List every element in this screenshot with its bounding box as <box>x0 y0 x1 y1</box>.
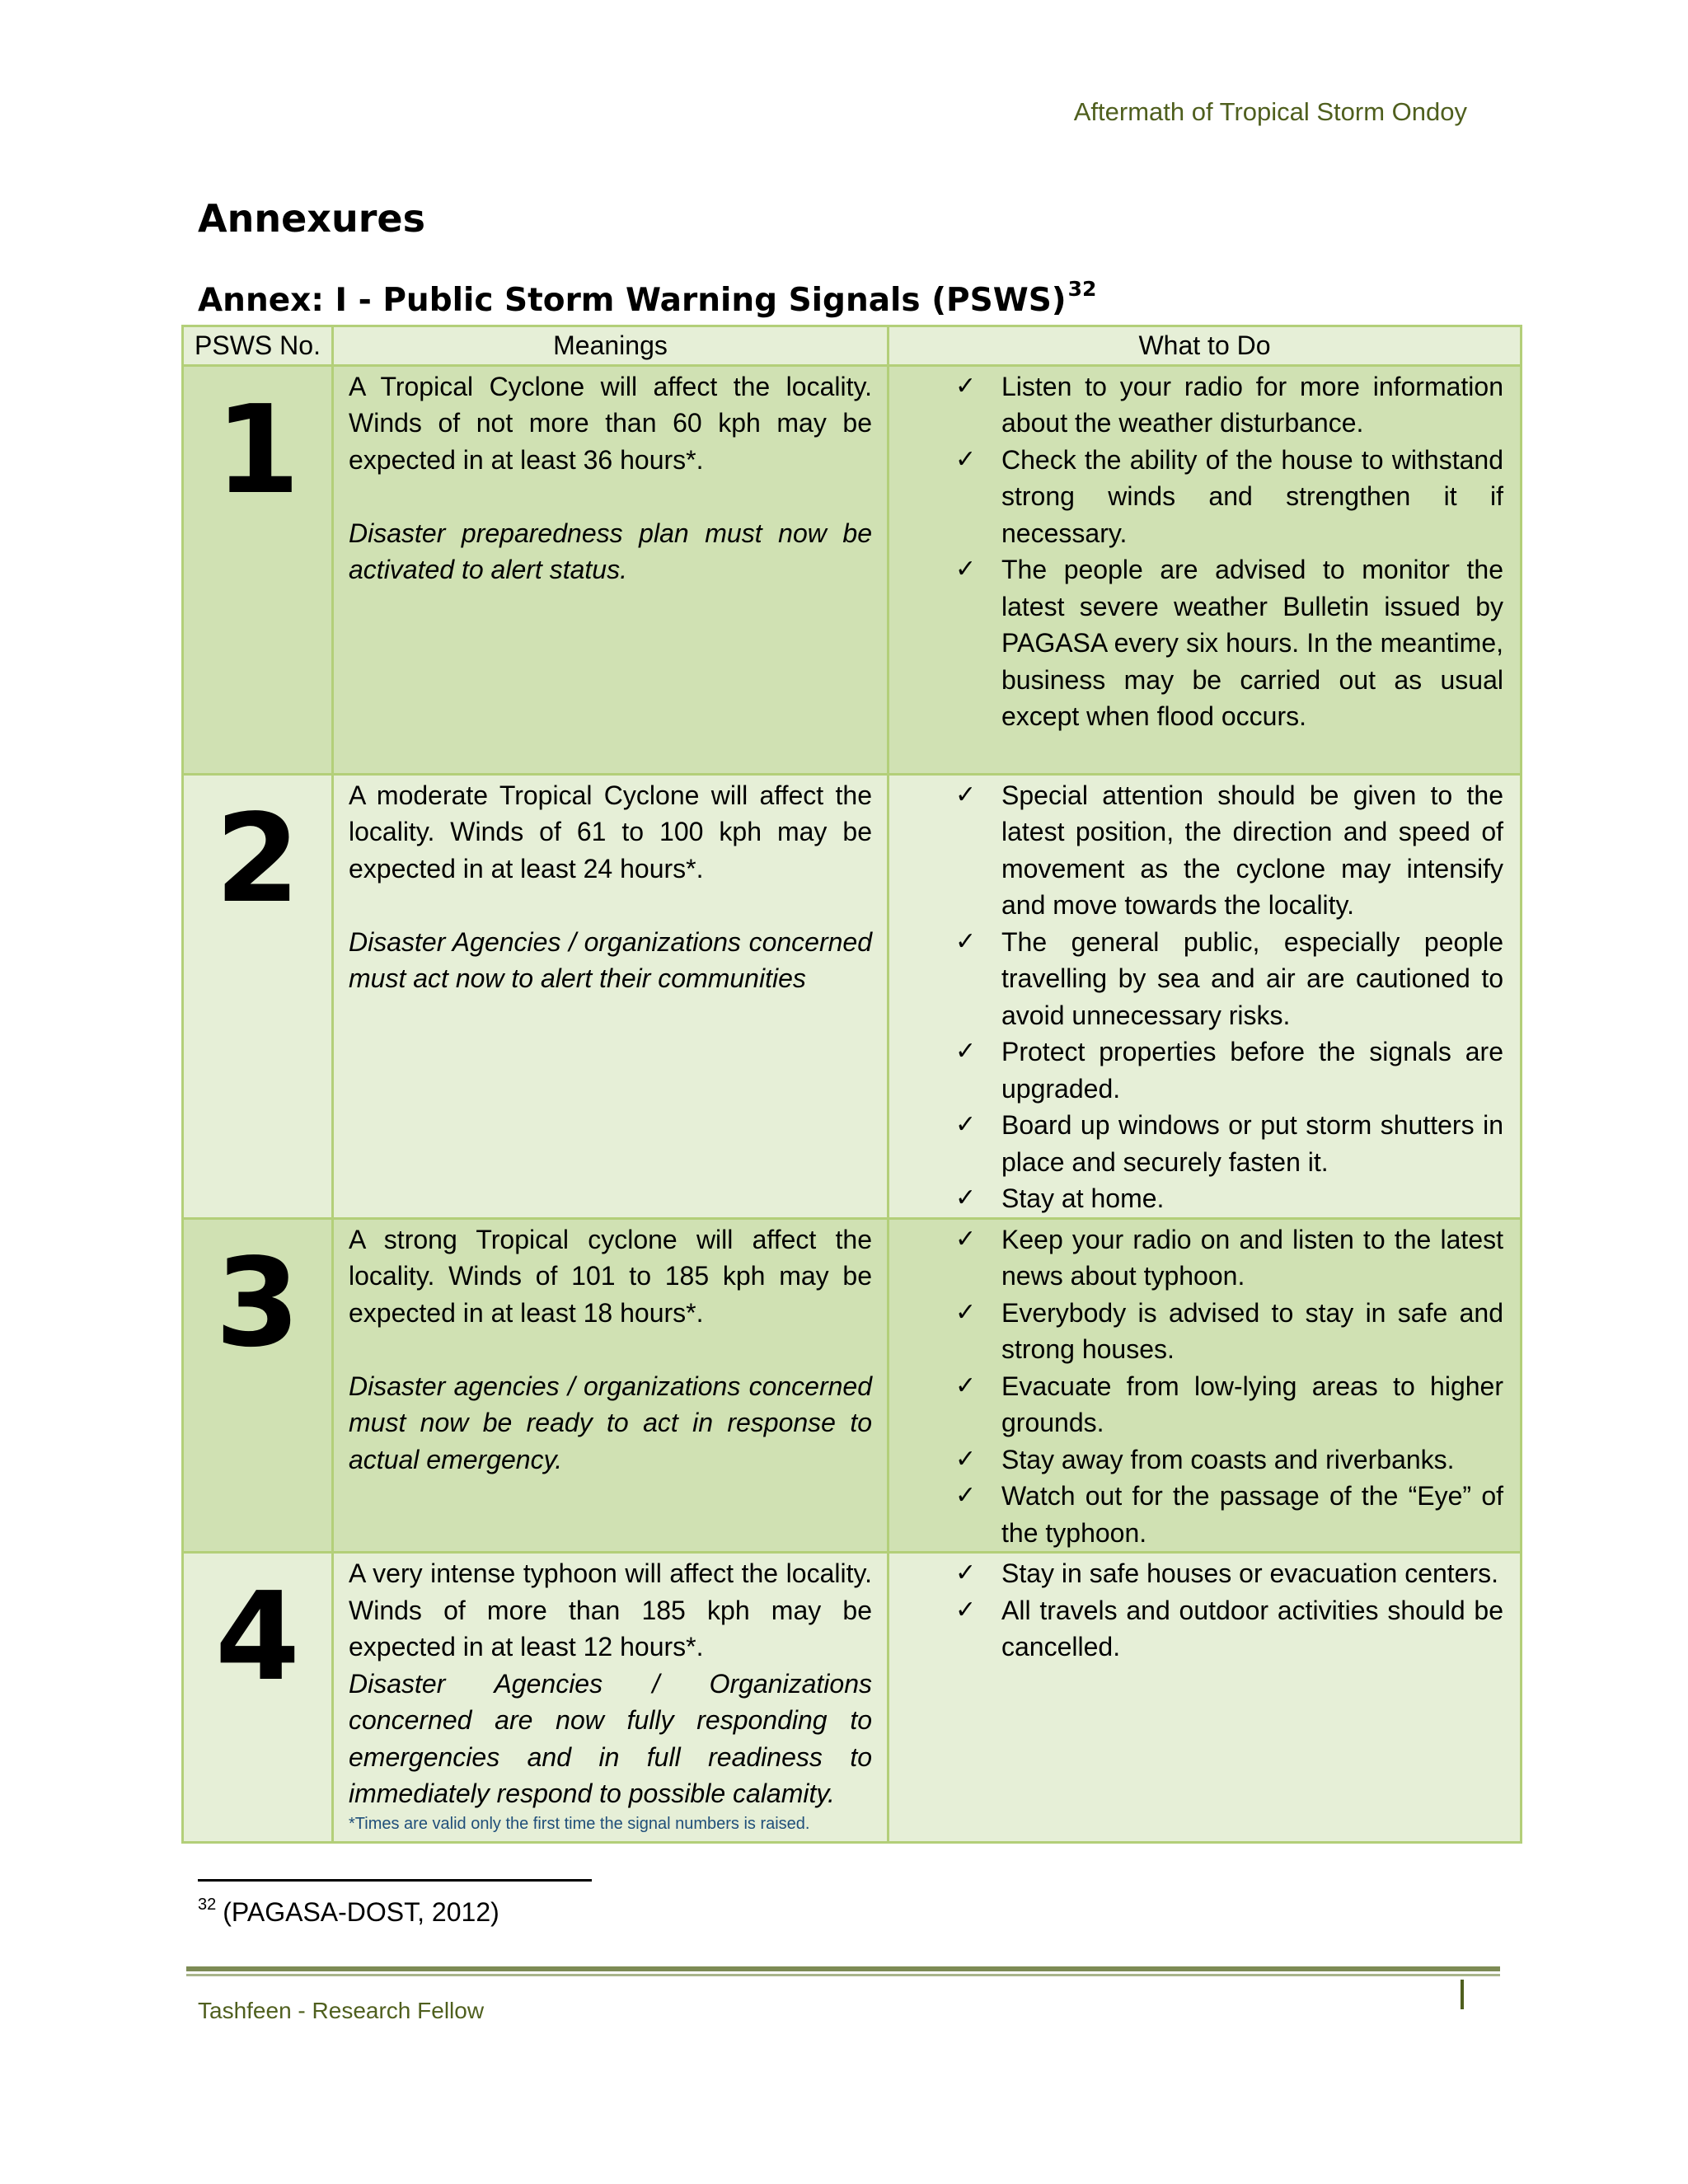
table-row <box>183 365 1522 774</box>
footer-author: Tashfeen - Research Fellow <box>198 1998 485 2023</box>
signal-meaning: A moderate Tropical Cyclone will affect the locality. Winds of 61 to 100 kph may be expected in at least 24 hours*. <box>349 780 872 883</box>
checkmark-icon: ✓ <box>955 444 977 474</box>
checkmark-icon: ✓ <box>955 1481 977 1510</box>
action-text: Everybody is advised to stay in safe and strong houses. <box>1001 1297 1503 1364</box>
list-item <box>889 924 1503 1034</box>
signal-meaning: A very intense typhoon will affect the locality. Winds of more than 185 kph may be expected in at least 12 hours*. <box>349 1558 872 1661</box>
list-item <box>889 1441 1503 1479</box>
list-item <box>889 1555 1503 1592</box>
checkmark-icon: ✓ <box>955 555 977 583</box>
list-item <box>889 1592 1503 1666</box>
footer-rule-thin <box>186 1974 1500 1976</box>
signal-meaning-cell <box>333 1553 889 1843</box>
action-text: Stay in safe houses or evacuation centers. <box>1001 1558 1499 1588</box>
checkmark-icon: ✓ <box>955 926 977 956</box>
column-header-psws-no: PSWS No. <box>183 326 333 366</box>
signal-meaning: A strong Tropical cyclone will affect the locality. Winds of 101 to 185 kph may be expected in at least 18 hours*. <box>349 1224 872 1328</box>
signal-number: 2 <box>183 774 333 1218</box>
list-item <box>889 1033 1503 1107</box>
table-header-row <box>183 326 1522 366</box>
checkmark-icon: ✓ <box>955 1558 977 1587</box>
signal-meaning: A Tropical Cyclone will affect the locality. Winds of not more than 60 kph may be expected in at least 36 hours*. <box>349 371 872 475</box>
action-text: Protect properties before the signals are upgraded. <box>1001 1037 1503 1104</box>
checkmark-icon: ✓ <box>955 1444 977 1474</box>
footer-rule <box>186 1966 1500 1971</box>
signal-actions-cell <box>889 365 1522 774</box>
action-text: Listen to your radio for more information about the weather disturbance. <box>1001 371 1503 438</box>
list-item <box>889 777 1503 924</box>
signal-number: 1 <box>183 365 333 774</box>
checkmark-icon: ✓ <box>955 1183 977 1212</box>
action-text: The general public, especially people travelling by sea and air are cautioned to avoid unnecessary risks. <box>1001 926 1503 1030</box>
signal-actions-cell <box>889 1553 1522 1843</box>
footnote-text: (PAGASA-DOST, 2012) <box>223 1897 499 1927</box>
action-text: Evacuate from low-lying areas to higher grounds. <box>1001 1371 1503 1437</box>
list-item <box>889 368 1503 442</box>
action-list <box>889 777 1503 1217</box>
action-text: Special attention should be given to the latest position, the direction and speed of movement as the cyclone may intensify and move towards the locality. <box>1001 780 1503 920</box>
signal-number: 4 <box>183 1553 333 1843</box>
signal-meaning-cell <box>333 774 889 1218</box>
action-text: Keep your radio on and listen to the latest news about typhoon. <box>1001 1224 1503 1291</box>
action-text: Board up windows or put storm shutters in place and securely fasten it. <box>1001 1110 1503 1177</box>
checkmark-icon: ✓ <box>955 371 977 401</box>
signal-meaning-cell <box>333 365 889 774</box>
action-text: Watch out for the passage of the “Eye” of the typhoon. <box>1001 1481 1503 1548</box>
signal-actions-cell <box>889 1218 1522 1553</box>
page-heading: Annexures <box>198 196 425 241</box>
footnote <box>198 1896 499 1928</box>
signal-directive: Disaster Agencies / organizations concerned must act now to alert their communities <box>349 926 872 993</box>
footnote-number: 32 <box>198 1896 217 1914</box>
annex-footnote-ref: 32 <box>1067 277 1097 301</box>
checkmark-icon: ✓ <box>955 1595 977 1624</box>
action-text: The people are advised to monitor the latest severe weather Bulletin issued by PAGASA every six hours. In the meantime, business may be carried out as usual except when flood occurs. <box>1001 555 1503 731</box>
psws-table <box>181 325 1522 1844</box>
list-item <box>889 1295 1503 1368</box>
signal-directive: Disaster Agencies / Organizations concerned are now fully responding to emergencies and in full readiness to immediately respond to possible calamity. <box>349 1668 872 1808</box>
table-row <box>183 1218 1522 1553</box>
checkmark-icon: ✓ <box>955 1110 977 1139</box>
action-text: Stay at home. <box>1001 1183 1165 1213</box>
signal-number: 3 <box>183 1218 333 1553</box>
column-header-what-to-do: What to Do <box>889 326 1522 366</box>
signal-directive: Disaster agencies / organizations concerned must now be ready to act in response to actual emergency. <box>349 1371 872 1474</box>
checkmark-icon: ✓ <box>955 1037 977 1066</box>
action-text: All travels and outdoor activities should be cancelled. <box>1001 1595 1503 1661</box>
signal-actions-cell <box>889 774 1522 1218</box>
checkmark-icon: ✓ <box>955 1224 977 1254</box>
signal-meaning-cell <box>333 1218 889 1553</box>
action-list <box>889 368 1503 735</box>
checkmark-icon: ✓ <box>955 1297 977 1327</box>
list-item <box>889 442 1503 552</box>
action-list <box>889 1555 1503 1666</box>
list-item <box>889 551 1503 735</box>
footnote-separator <box>198 1879 592 1882</box>
list-item <box>889 1478 1503 1551</box>
table-row <box>183 774 1522 1218</box>
action-text: Check the ability of the house to withstand strong winds and strengthen it if necessary. <box>1001 444 1503 548</box>
column-header-meanings: Meanings <box>333 326 889 366</box>
footer-page-marker <box>1461 1980 1464 2009</box>
checkmark-icon: ✓ <box>955 1371 977 1400</box>
action-list <box>889 1221 1503 1552</box>
list-item <box>889 1107 1503 1180</box>
list-item <box>889 1368 1503 1441</box>
running-header: Aftermath of Tropical Storm Ondoy <box>1073 97 1467 126</box>
list-item <box>889 1221 1503 1295</box>
table-row <box>183 1553 1522 1843</box>
annex-title-text: Annex: I - Public Storm Warning Signals (PSWS) <box>198 282 1067 319</box>
annex-title <box>198 277 1096 319</box>
table-note: *Times are valid only the first time the signal numbers is raised. <box>349 1814 810 1833</box>
list-item <box>889 1180 1503 1217</box>
signal-directive: Disaster preparedness plan must now be activated to alert status. <box>349 518 872 584</box>
checkmark-icon: ✓ <box>955 780 977 809</box>
action-text: Stay away from coasts and riverbanks. <box>1001 1444 1455 1474</box>
